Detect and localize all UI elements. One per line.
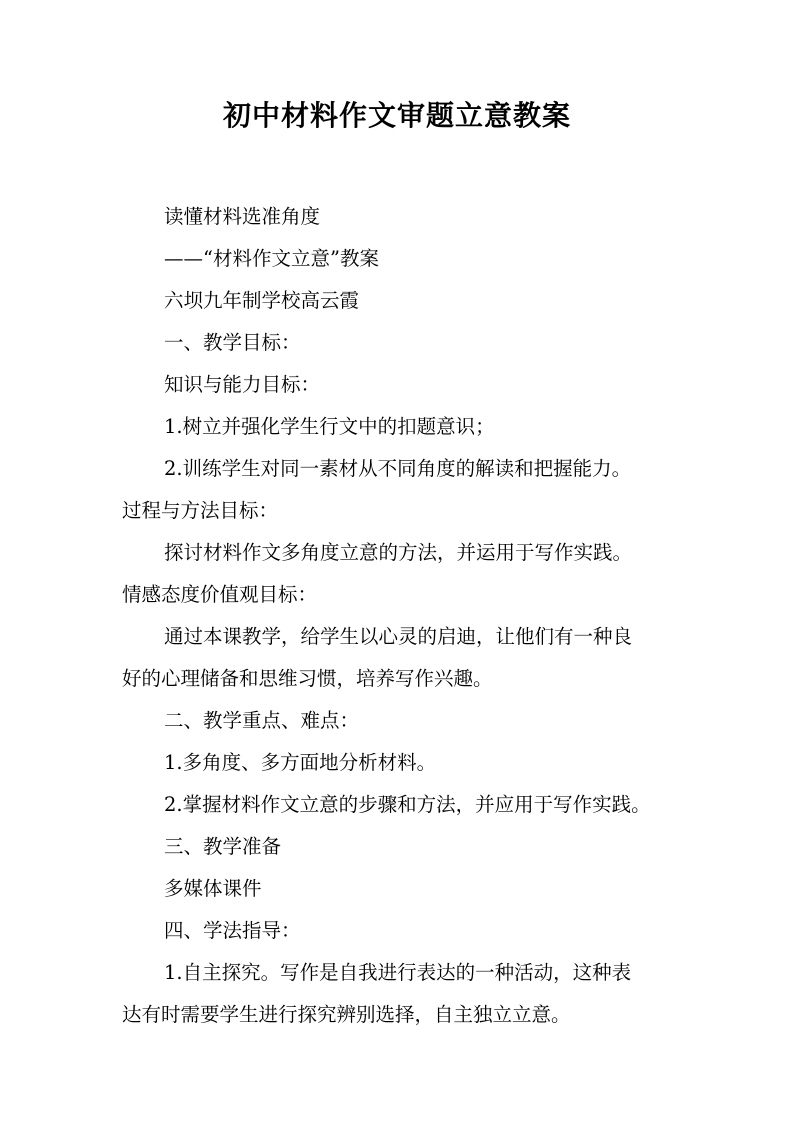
document-body bbox=[122, 196, 682, 1036]
document-title: 初中材料作文审题立意教案 bbox=[222, 99, 571, 132]
author-line: 六坝九年制学校高云霞 bbox=[164, 289, 360, 312]
knowledge-goal-heading: 知识与能力目标： bbox=[164, 373, 321, 396]
process-goal-heading: 过程与方法目标： bbox=[122, 499, 279, 522]
knowledge-goal-item-2: 2.训练学生对同一素材从不同角度的解读和把握能力。 bbox=[164, 457, 632, 480]
subtitle: 读懂材料选准角度 bbox=[164, 205, 321, 228]
method-1-line-1: 1.自主探究。写作是自我进行表达的一种活动，这种表 bbox=[164, 961, 632, 984]
section-3-heading: 三、教学准备 bbox=[164, 835, 282, 858]
emotion-goal-line-2: 好的心理储备和思维习惯，培养写作兴趣。 bbox=[122, 667, 493, 690]
section-2-heading: 二、教学重点、难点： bbox=[164, 709, 360, 732]
section-1-heading: 一、教学目标： bbox=[164, 331, 301, 354]
section-4-heading: 四、学法指导： bbox=[164, 919, 301, 942]
key-point-1: 1.多角度、多方面地分析材料。 bbox=[164, 751, 437, 774]
key-point-2: 2.掌握材料作文立意的步骤和方法，并应用于写作实践。 bbox=[164, 793, 651, 816]
subtitle-2: ——“材料作文立意”教案 bbox=[164, 247, 379, 270]
emotion-goal-line-1: 通过本课教学，给学生以心灵的启迪，让他们有一种良 bbox=[164, 625, 633, 648]
emotion-goal-heading: 情感态度价值观目标： bbox=[122, 583, 318, 606]
process-goal-item-1: 探讨材料作文多角度立意的方法，并运用于写作实践。 bbox=[164, 541, 633, 564]
method-1-line-2: 达有时需要学生进行探究辨别选择，自主独立立意。 bbox=[122, 1003, 571, 1026]
preparation-item: 多媒体课件 bbox=[164, 877, 262, 900]
knowledge-goal-item-1: 1.树立并强化学生行文中的扣题意识； bbox=[164, 415, 495, 438]
